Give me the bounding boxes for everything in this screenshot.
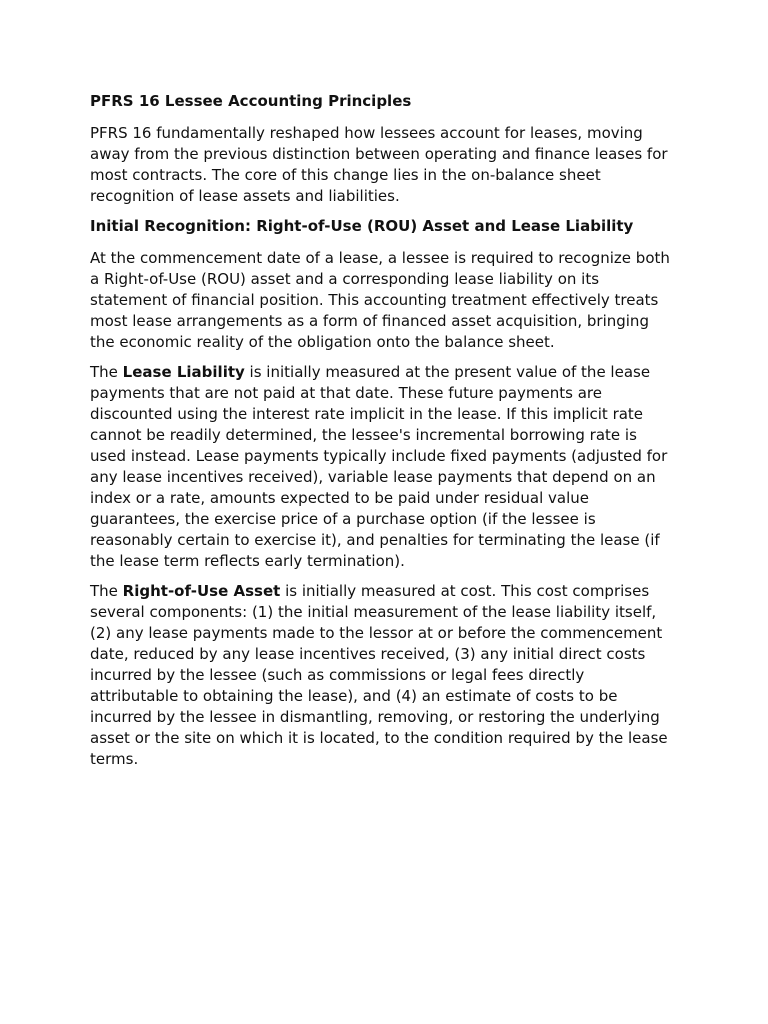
paragraph-line: most contracts. The core of this change lies in the on-balance sheet [90,166,601,184]
paragraph-line: date, reduced by any lease incentives received, (3) any initial direct costs [90,645,646,663]
paragraph-line: index or a rate, amounts expected to be paid under residual value [90,489,589,507]
paragraph-line: asset or the site on which it is located, to the condition required by the lease [90,729,668,747]
paragraph-line: the lease term reflects early termination). [90,552,405,570]
paragraph-line: (2) any lease payments made to the lessor at or before the commencement [90,624,663,642]
paragraph-line [90,362,679,383]
recognition-paragraph [90,248,679,353]
paragraph-line: several components: (1) the initial measurement of the lease liability itself, [90,603,657,621]
line-text: is initially measured at the present value of the lease [244,363,651,381]
paragraph-line: At the commencement date of a lease, a lessee is required to recognize both [90,249,670,267]
lease-liability-term: Lease Liability [122,363,245,381]
paragraph-line: discounted using the interest rate implicit in the lease. If this implicit rate [90,405,644,423]
paragraph-line: terms. [90,750,139,768]
document-title: PFRS 16 Lessee Accounting Principles [90,92,412,110]
paragraph-line: a Right-of-Use (ROU) asset and a corresponding lease liability on its [90,270,600,288]
paragraph-line: incurred by the lessee in dismantling, removing, or restoring the underlying [90,708,660,726]
section-heading: Initial Recognition: Right-of-Use (ROU) Asset and Lease Liability [90,217,634,235]
lease-liability-paragraph [90,362,679,572]
paragraph-line: guarantees, the exercise price of a purchase option (if the lessee is [90,510,596,528]
paragraph-line: any lease incentives received), variable lease payments that depend on an [90,468,656,486]
line-text: is initially measured at cost. This cost comprises [280,582,650,600]
paragraph-line: payments that are not paid at that date. These future payments are [90,384,602,402]
paragraph-line: away from the previous distinction between operating and finance leases for [90,145,668,163]
paragraph-line: PFRS 16 fundamentally reshaped how lessees account for leases, moving [90,124,643,142]
paragraph-line: attributable to obtaining the lease), and (4) an estimate of costs to be [90,687,618,705]
paragraph-line: statement of financial position. This accounting treatment effectively treats [90,291,659,309]
paragraph-line: most lease arrangements as a form of financed asset acquisition, bringing [90,312,649,330]
paragraph-line: the economic reality of the obligation onto the balance sheet. [90,333,555,351]
lead-text: The [90,363,123,381]
paragraph-line: recognition of lease assets and liabilities. [90,187,400,205]
rou-asset-paragraph [90,581,679,770]
document-body [90,91,679,779]
paragraph-line [90,581,679,602]
paragraph-line: used instead. Lease payments typically include fixed payments (adjusted for [90,447,668,465]
intro-paragraph [90,123,679,207]
paragraph-line: incurred by the lessee (such as commissions or legal fees directly [90,666,585,684]
rou-asset-term: Right-of-Use Asset [122,582,281,600]
paragraph-line: cannot be readily determined, the lessee's incremental borrowing rate is [90,426,637,444]
paragraph-line: reasonably certain to exercise it), and penalties for terminating the lease (if [90,531,660,549]
lead-text: The [90,582,123,600]
